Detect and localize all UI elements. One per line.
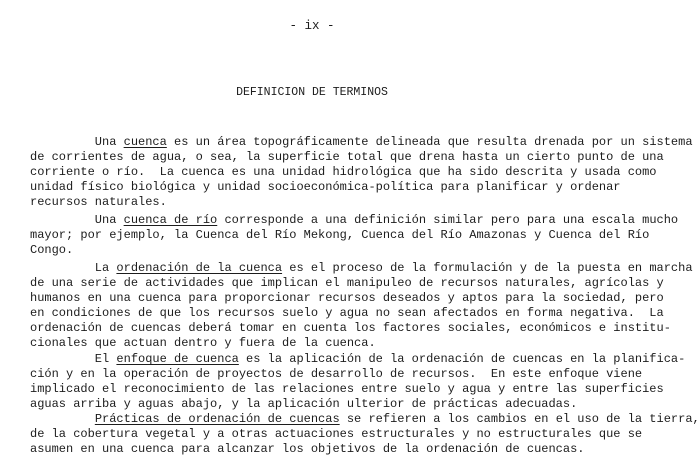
paragraph-ordenacion-de-la-cuenca bbox=[30, 261, 693, 351]
paragraph-line bbox=[30, 427, 643, 442]
paragraph-line bbox=[30, 276, 664, 291]
defined-term: Prácticas de ordenación de cuencas bbox=[94, 412, 340, 426]
paragraph-line bbox=[30, 135, 693, 150]
paragraph-line bbox=[30, 412, 700, 427]
line-text: de corrientes de agua, o sea, la superficie total que drena hasta un cierto punto de una bbox=[30, 150, 664, 164]
paragraph-line bbox=[30, 213, 679, 228]
line-text: se refieren a los cambios en el uso de la tierra, bbox=[339, 412, 700, 426]
paragraph-line bbox=[30, 180, 620, 195]
paragraph-line bbox=[30, 321, 671, 336]
defined-term: cuenca bbox=[123, 135, 167, 149]
paragraph-line bbox=[30, 243, 620, 258]
paragraph-line bbox=[30, 150, 664, 165]
defined-term: enfoque de cuenca bbox=[116, 352, 239, 366]
line-text bbox=[30, 412, 95, 426]
line-text: ción y en la operación de proyectos de desarrollo de recursos. En este enfoque viene bbox=[30, 367, 643, 381]
paragraph-line bbox=[30, 306, 664, 321]
paragraph-practicas-de-ordenacion bbox=[30, 412, 700, 457]
defined-term: cuenca de río bbox=[123, 213, 218, 227]
line-text: Una bbox=[30, 135, 124, 149]
paragraph-line bbox=[30, 352, 686, 367]
paragraph-cuenca bbox=[30, 135, 693, 210]
paragraph-line bbox=[30, 397, 620, 412]
section-heading: DEFINICION DE TERMINOS bbox=[236, 86, 388, 99]
line-text: mayor; por ejemplo, la Cuenca del Río Mekong, Cuenca del Río Amazonas y Cuenca del Río bbox=[30, 228, 650, 242]
line-text: Congo. bbox=[30, 243, 74, 257]
line-text: El bbox=[30, 352, 117, 366]
line-text: cionales que actuan dentro y fuera de la cuenca. bbox=[30, 336, 376, 350]
paragraph-line bbox=[30, 195, 620, 210]
line-text: humanos en una cuenca para proporcionar recursos deseados y aptos para la sociedad, pero bbox=[30, 291, 664, 305]
paragraph-enfoque-de-cuenca bbox=[30, 352, 686, 412]
paragraph-line bbox=[30, 336, 620, 351]
line-text: aguas arriba y aguas abajo, y la aplicación ulterior de prácticas adecuadas. bbox=[30, 397, 578, 411]
line-text: corriente o río. La cuenca es una unidad hidrológica que ha sido descrita y usada como bbox=[30, 165, 657, 179]
line-text: de una serie de actividades que implican el manipuleo de recursos naturales, agrícolas y bbox=[30, 276, 664, 290]
line-text: de la cobertura vegetal y a otras actuaciones estructurales y no estructurales que se bbox=[30, 427, 643, 441]
defined-term: ordenación de la cuenca bbox=[116, 261, 283, 275]
paragraph-line bbox=[30, 261, 693, 276]
paragraph-line bbox=[30, 228, 650, 243]
line-text: Una bbox=[30, 213, 124, 227]
line-text: recursos naturales. bbox=[30, 195, 167, 209]
line-text: es la aplicación de la ordenación de cuencas en la planifica- bbox=[238, 352, 686, 366]
paragraph-cuenca-de-rio bbox=[30, 213, 679, 258]
line-text: implicado el reconocimiento de las relaciones entre suelo y agua y entre las superficies bbox=[30, 382, 664, 396]
line-text: es el proceso de la formulación y de la puesta en marcha bbox=[282, 261, 693, 275]
line-text: en condiciones de que los recursos suelo y agua no sean afectados en forma negativa. La bbox=[30, 306, 664, 320]
paragraph-line bbox=[30, 382, 664, 397]
paragraph-line bbox=[30, 291, 664, 306]
paragraph-line bbox=[30, 442, 620, 457]
paragraph-line bbox=[30, 165, 657, 180]
line-text: es un área topográficamente delineada que resulta drenada por un sistema bbox=[166, 135, 693, 149]
line-text: asumen en una cuenca para alcanzar los objetivos de la ordenación de cuencas. bbox=[30, 442, 585, 456]
line-text: La bbox=[30, 261, 117, 275]
line-text: unidad físico biológica y unidad socioeconómica-política para planificar y ordenar bbox=[30, 180, 621, 194]
line-text: ordenación de cuencas deberá tomar en cuenta los factores sociales, económicos e institu- bbox=[30, 321, 671, 335]
paragraph-line bbox=[30, 367, 643, 382]
line-text: corresponde a una definición similar pero para una escala mucho bbox=[217, 213, 679, 227]
page-number: - ix - bbox=[289, 19, 335, 33]
